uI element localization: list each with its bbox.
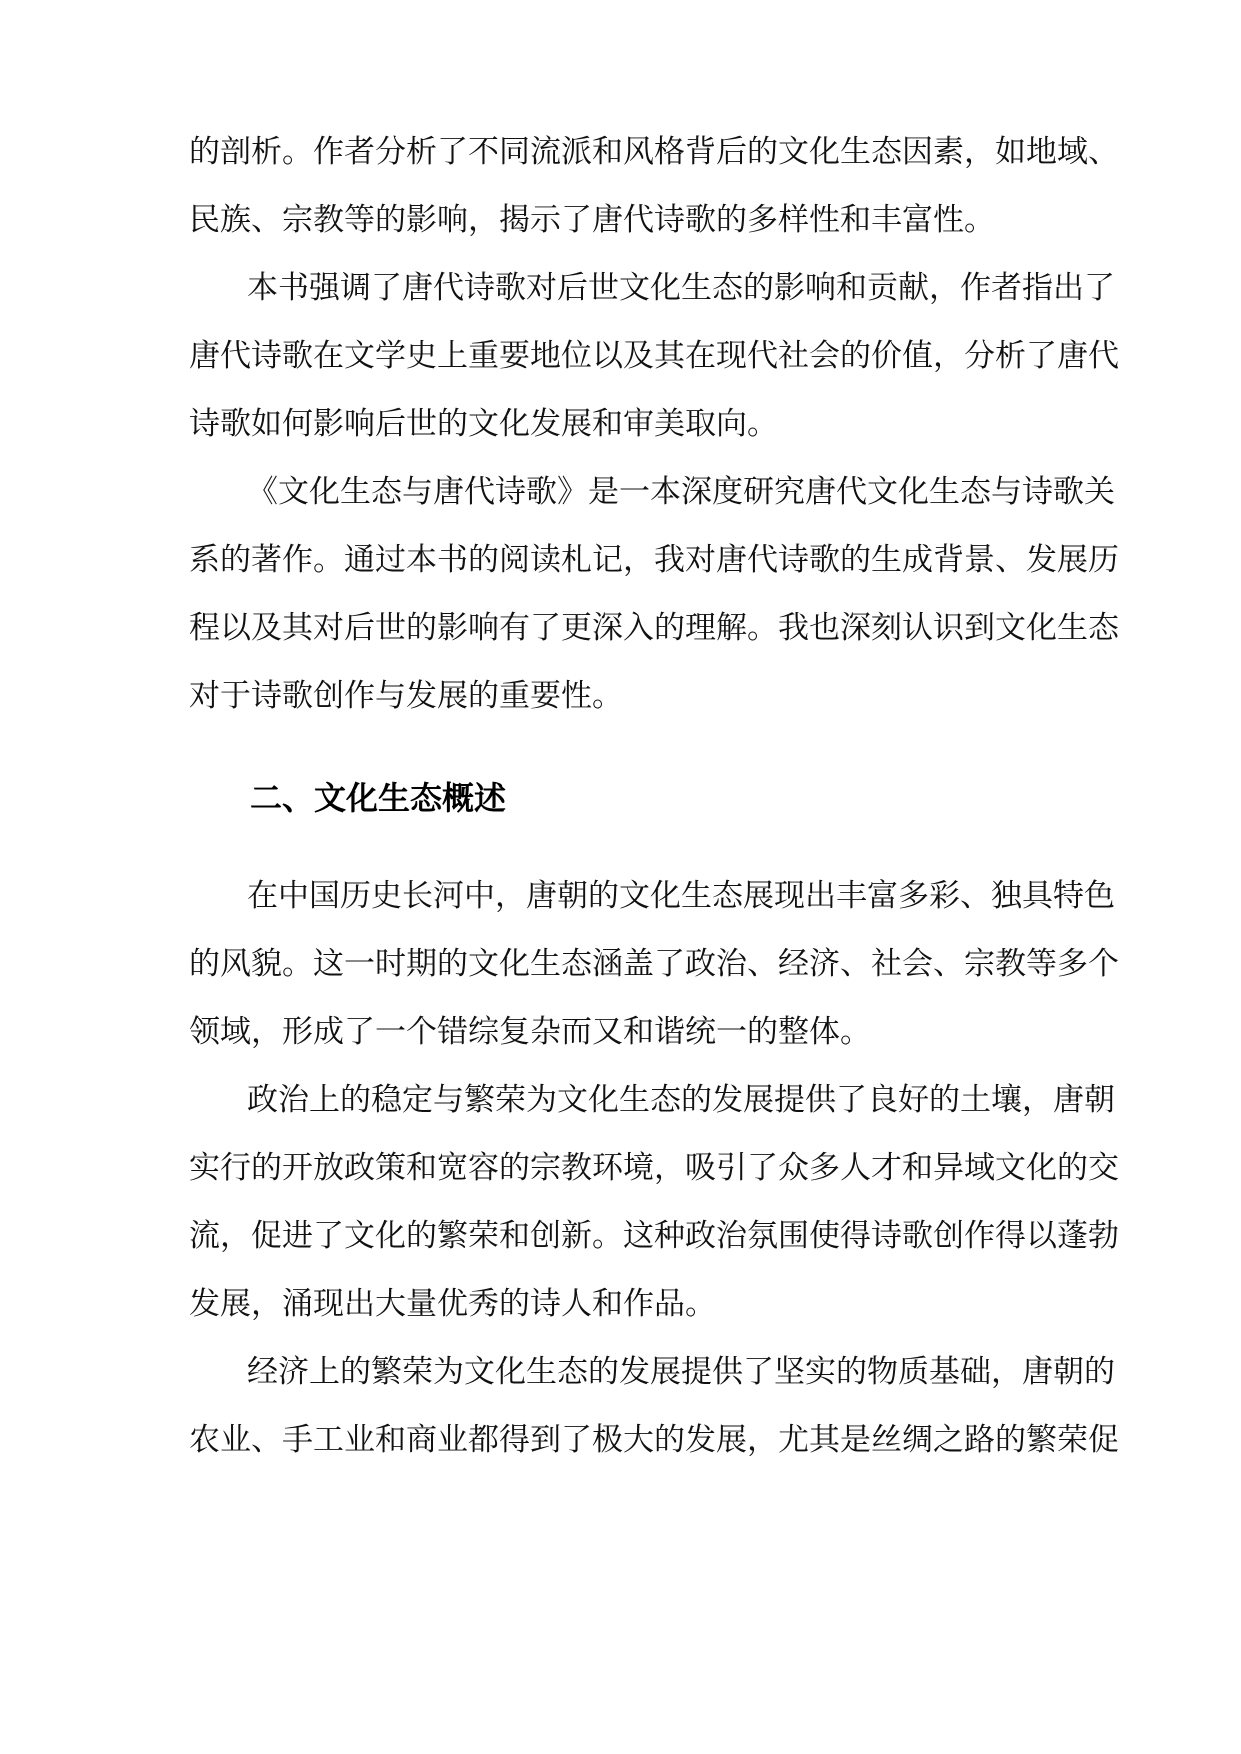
section-paragraph-2-line-4: 发展，涌现出大量优秀的诗人和作品。 [189, 1286, 716, 1322]
paragraph-3-line-2: 系的著作。通过本书的阅读札记，我对唐代诗歌的生成背景、发展历 [189, 542, 1119, 578]
paragraph-2-line-3: 诗歌如何影响后世的文化发展和审美取向。 [189, 406, 778, 442]
section-paragraph-2-line-1: 政治上的稳定与繁荣为文化生态的发展提供了良好的土壤，唐朝 [247, 1082, 1115, 1118]
section-paragraph-3-line-2: 农业、手工业和商业都得到了极大的发展，尤其是丝绸之路的繁荣促 [189, 1422, 1119, 1458]
paragraph-1-line-2: 民族、宗教等的影响，揭示了唐代诗歌的多样性和丰富性。 [189, 202, 995, 238]
section-paragraph-1-line-2: 的风貌。这一时期的文化生态涵盖了政治、经济、社会、宗教等多个 [189, 946, 1119, 982]
section-paragraph-3-line-1: 经济上的繁荣为文化生态的发展提供了坚实的物质基础，唐朝的 [247, 1354, 1115, 1390]
section-paragraph-1-line-1: 在中国历史长河中，唐朝的文化生态展现出丰富多彩、独具特色 [247, 878, 1115, 914]
section-paragraph-2-line-2: 实行的开放政策和宽容的宗教环境，吸引了众多人才和异域文化的交 [189, 1150, 1119, 1186]
paragraph-2-line-2: 唐代诗歌在文学史上重要地位以及其在现代社会的价值，分析了唐代 [189, 338, 1119, 374]
section-heading: 二、文化生态概述 [250, 779, 507, 817]
paragraph-2-line-1: 本书强调了唐代诗歌对后世文化生态的影响和贡献，作者指出了 [247, 270, 1115, 306]
section-paragraph-2-line-3: 流，促进了文化的繁荣和创新。这种政治氛围使得诗歌创作得以蓬勃 [189, 1218, 1119, 1254]
paragraph-3-line-4: 对于诗歌创作与发展的重要性。 [189, 678, 623, 714]
paragraph-3-line-3: 程以及其对后世的影响有了更深入的理解。我也深刻认识到文化生态 [189, 610, 1119, 646]
section-paragraph-1-line-3: 领域，形成了一个错综复杂而又和谐统一的整体。 [189, 1014, 871, 1050]
paragraph-1-line-1: 的剖析。作者分析了不同流派和风格背后的文化生态因素，如地域、 [189, 134, 1119, 170]
paragraph-3-line-1: 《文化生态与唐代诗歌》是一本深度研究唐代文化生态与诗歌关 [247, 474, 1115, 510]
